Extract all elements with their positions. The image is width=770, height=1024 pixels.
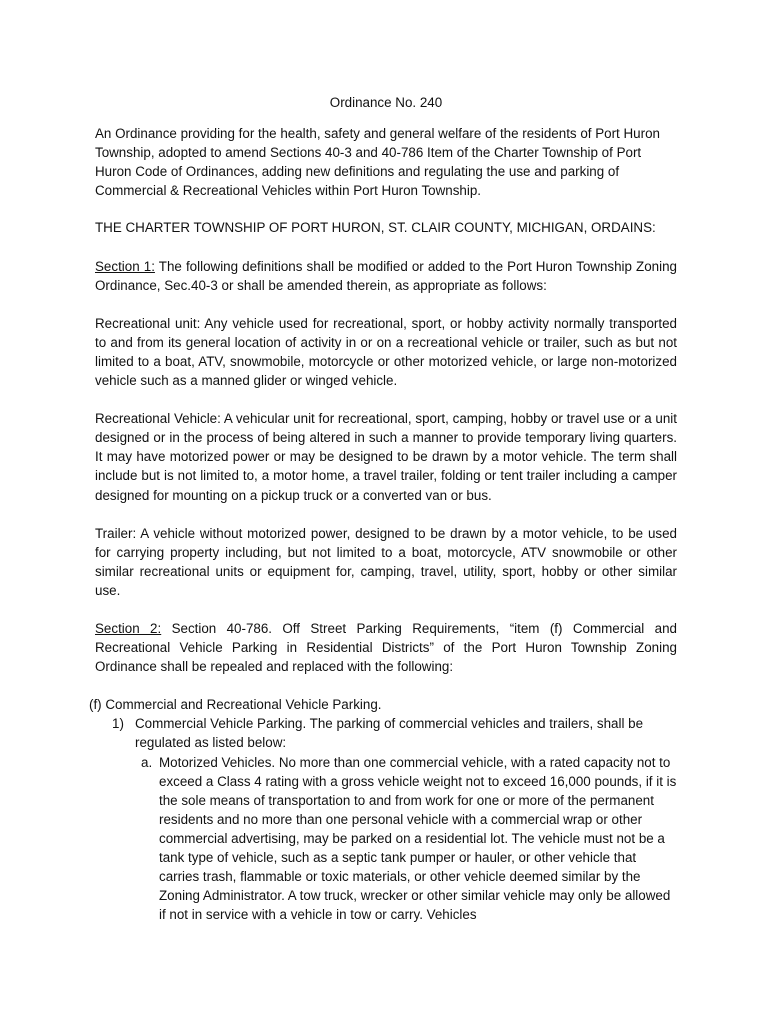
ordinance-title: Ordinance No. 240 — [329, 95, 443, 110]
section-2-label: Section 2: — [95, 620, 162, 636]
section-1-paragraph — [95, 257, 677, 295]
list-item-1 — [112, 714, 677, 752]
section-2-text: Section 40-786. Off Street Parking Requirements, “item (f) Commercial and Recreational Vehicle Parking in Residential Districts” of the Port Huron Township Zoning Ordinance shall be repealed and replaced with the following: — [95, 620, 677, 675]
section-2-paragraph — [95, 619, 677, 676]
definition-trailer: Trailer: A vehicle without motorized power, designed to be drawn by a motor vehicle, to be used for carrying property including, but not limited to a boat, motorcycle, ATV snowmobile or other similar recreational units or equipment for, camping, travel, utility, sport, hobby or other similar use. — [95, 525, 677, 598]
list-item-1-number: 1) — [112, 716, 124, 732]
section-1-text: The following definitions shall be modified or added to the Port Huron Township Zoning Ordinance, Sec.40-3 or shall be amended therein, as appropriate as follows: — [95, 258, 677, 293]
list-item-1-text: Commercial Vehicle Parking. The parking of commercial vehicles and trailers, shall be regulated as listed below: — [135, 716, 644, 751]
list-item-a-text: Motorized Vehicles. No more than one commercial vehicle, with a rated capacity not to exceed a Class 4 rating with a gross vehicle weight not to exceed 16,000 pounds, if it is the sole means of transportation to and from work for one or more of the permanent residents and no more than one personal vehicle with a commercial wrap or other commercial advertising, may be parked on a residential lot. The vehicle must not be a tank type of vehicle, such as a septic tank pumper or hauler, or other vehicle that carries trash, flammable or toxic materials, or other vehicle deemed similar by the Zoning Administrator. A tow truck, wrecker or other similar vehicle may only be allowed if not in service with a vehicle in tow or carry. Vehicles — [159, 754, 677, 923]
item-f-heading: (f) Commercial and Recreational Vehicle Parking. — [89, 697, 382, 713]
document-page — [89, 93, 677, 924]
list-item-a-letter: a. — [141, 754, 153, 770]
list-item-a — [141, 753, 677, 925]
definition-recreational-unit: Recreational unit: Any vehicle used for recreational, sport, or hobby activity normally transported to and from its general location of activity in or on a recreational vehicle or trailer, such as but not limited to a boat, ATV, snowmobile, motorcycle or other motorized vehicle, or large non-motorized vehicle such as a manned glider or winged vehicle. — [95, 315, 677, 389]
definition-recreational-vehicle: Recreational Vehicle: A vehicular unit for recreational, sport, camping, hobby or travel use or a unit designed or in the process of being altered in such a manner to provide temporary living quarters. It may have motorized power or may be designed to be drawn by a motor vehicle. The term shall include but is not limited to, a motor home, a travel trailer, folding or tent trailer including a camper designed for mounting on a pickup truck or a converted van or bus. — [95, 411, 677, 503]
section-1-label: Section 1: — [95, 258, 155, 274]
preamble-paragraph: An Ordinance providing for the health, safety and general welfare of the residents of Port Huron Township, adopted to amend Sections 40-3 and 40-786 Item of the Charter Township of Port Huron Code of Ordinances, adding new definitions and regulating the use and parking of Commercial & Recreational Vehicles within Port Huron Township. — [95, 126, 660, 199]
ordains-statement: THE CHARTER TOWNSHIP OF PORT HURON, ST. CLAIR COUNTY, MICHIGAN, ORDAINS: — [95, 220, 656, 236]
